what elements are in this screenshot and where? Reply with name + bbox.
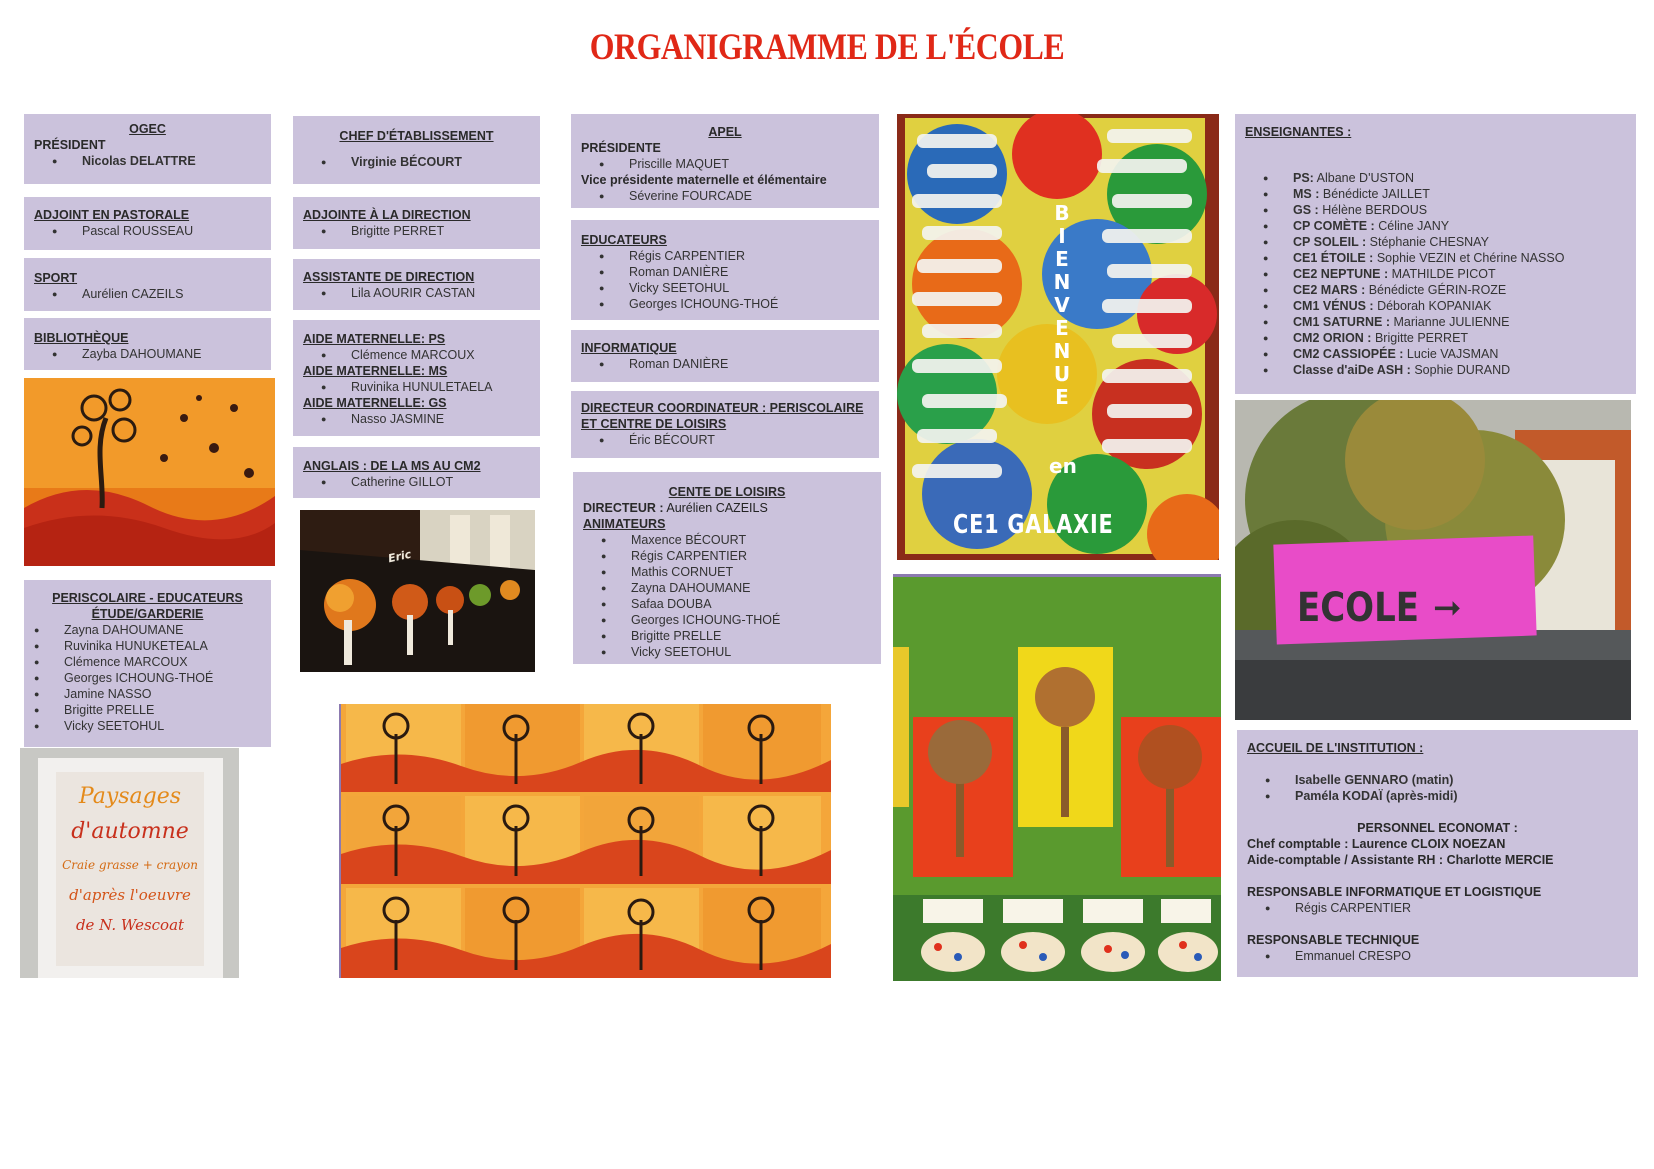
- resp-informatique-heading: RESPONSABLE INFORMATIQUE ET LOGISTIQUE: [1247, 885, 1542, 899]
- list-item: ● Clémence MARCOUX: [303, 347, 530, 363]
- list-item: ● Zayna DAHOUMANE: [583, 580, 871, 596]
- list-item: ● Séverine FOURCADE: [581, 188, 869, 204]
- adjointe-box: [293, 197, 540, 249]
- teacher-name: Stéphanie CHESNAY: [1369, 235, 1489, 249]
- list-item: ● Roman DANIÈRE: [581, 356, 869, 372]
- window-artwork-photo: [300, 510, 535, 672]
- class-name: Classe d'aiDe ASH :: [1293, 363, 1411, 377]
- educateurs-box: [571, 220, 879, 320]
- centre-directeur-name: Aurélien CAZEILS: [666, 501, 768, 515]
- directeur-coordinateur-heading: [581, 400, 869, 416]
- list-item: ● Mathis CORNUET: [583, 564, 871, 580]
- teacher-name: Déborah KOPANIAK: [1377, 299, 1492, 313]
- list-item: ● Ruvinika HUNULETAELA: [303, 379, 530, 395]
- bibliotheque-heading: BIBLIOTHÈQUE: [34, 331, 129, 345]
- periscolaire-heading: PERISCOLAIRE - EDUCATEURS: [52, 591, 243, 605]
- list-item: [1245, 330, 1626, 346]
- centre-directeur-label: DIRECTEUR :: [583, 501, 664, 515]
- teacher-name: MATHILDE PICOT: [1391, 267, 1496, 281]
- directeur-coordinateur-box: [571, 391, 879, 458]
- list-item: ● Aurélien CAZEILS: [34, 286, 261, 302]
- enseignantes-box: [1235, 114, 1636, 394]
- centre-animateurs-heading: ANIMATEURS: [583, 517, 666, 531]
- door-welcome-text: BIENVENUE: [1053, 201, 1071, 409]
- list-item: ● Isabelle GENNARO (matin): [1247, 772, 1628, 788]
- anglais-box: [293, 447, 540, 498]
- ogec-heading: OGEC: [129, 122, 166, 136]
- list-item: ● Nasso JASMINE: [303, 411, 530, 427]
- periscolaire-subheading: ÉTUDE/GARDERIE: [91, 607, 204, 621]
- list-item: ● Jamine NASSO: [16, 686, 261, 702]
- assistante-box: [293, 259, 540, 310]
- list-item: ● Virginie BÉCOURT: [303, 154, 530, 170]
- welcome-door-photo: [897, 114, 1219, 560]
- list-item: ● Georges ICHOUNG-THOÉ: [16, 670, 261, 686]
- periscolaire-box: [24, 580, 271, 747]
- sport-box: [24, 258, 271, 311]
- poster-artist: de N. Wescoat: [75, 916, 185, 934]
- ecole-sign-text: ECOLE: [1297, 585, 1419, 631]
- teacher-name: Brigitte PERRET: [1374, 331, 1469, 345]
- list-item: ● Éric BÉCOURT: [581, 432, 869, 448]
- autumn-trees-gallery-photo: [339, 704, 831, 978]
- class-name: CE2 MARS :: [1293, 283, 1366, 297]
- teacher-name: Lucie VAJSMAN: [1406, 347, 1499, 361]
- chef-box: [293, 116, 540, 184]
- accueil-heading: ACCUEIL DE L'INSTITUTION :: [1247, 741, 1424, 755]
- directeur-coordinateur-subheading: ET CENTRE DE LOISIRS: [581, 417, 727, 431]
- adjointe-heading: ADJOINTE À LA DIRECTION: [303, 208, 471, 222]
- list-item: [1245, 170, 1626, 186]
- ogec-role: PRÉSIDENT: [34, 138, 106, 152]
- list-item: ● Catherine GILLOT: [303, 474, 530, 490]
- informatique-box: [571, 330, 879, 382]
- class-name: CE1 ÉTOILE :: [1293, 251, 1374, 265]
- list-item: ● Pascal ROUSSEAU: [34, 223, 261, 239]
- poster-title: Paysages: [78, 784, 182, 809]
- list-item: [1245, 234, 1626, 250]
- class-name: GS :: [1293, 203, 1319, 217]
- list-item: [1245, 282, 1626, 298]
- economat-heading: PERSONNEL ECONOMAT :: [1357, 821, 1518, 835]
- page-title: ORGANIGRAMME DE L'ÉCOLE: [589, 27, 1065, 68]
- poster-technique: Craie grasse + crayon: [62, 858, 198, 872]
- list-item: [1245, 346, 1626, 362]
- list-item: [1245, 266, 1626, 282]
- sport-heading: SPORT: [34, 271, 78, 285]
- class-name: CE2 NEPTUNE :: [1293, 267, 1389, 281]
- list-item: ● Lila AOURIR CASTAN: [303, 285, 530, 301]
- arrow-right-icon: ➞: [1433, 589, 1462, 627]
- ogec-box: [24, 114, 271, 184]
- pastorale-box: [24, 197, 271, 250]
- list-item: ● Georges ICHOUNG-THOÉ: [581, 296, 869, 312]
- aide-gs-heading: AIDE MATERNELLE: GS: [303, 396, 447, 410]
- door-en-text: en: [1049, 454, 1077, 478]
- list-item: [1245, 202, 1626, 218]
- eric-label: Eric: [386, 547, 413, 566]
- anglais-heading: ANGLAIS : DE LA MS AU CM2: [303, 459, 481, 473]
- aide-maternelle-box: [293, 320, 540, 436]
- paysages-poster-photo: [20, 748, 239, 978]
- teacher-name: Marianne JULIENNE: [1393, 315, 1510, 329]
- aide-ms-heading: AIDE MATERNELLE: MS: [303, 364, 448, 378]
- list-item: [1245, 186, 1626, 202]
- teacher-name: Sophie DURAND: [1414, 363, 1511, 377]
- aide-ps-heading: AIDE MATERNELLE: PS: [303, 332, 446, 346]
- resp-technique-heading: RESPONSABLE TECHNIQUE: [1247, 933, 1420, 947]
- teacher-name: Sophie VEZIN et Chérine NASSO: [1376, 251, 1565, 265]
- centre-loisirs-heading: CENTE DE LOISIRS: [668, 485, 786, 499]
- list-item: ● Régis CARPENTIER: [581, 248, 869, 264]
- teacher-name: Albane D'USTON: [1316, 171, 1414, 185]
- paper-trees-wall-photo: [893, 574, 1221, 981]
- teacher-name: Bénédicte JAILLET: [1322, 187, 1430, 201]
- list-item: ● Régis CARPENTIER: [583, 548, 871, 564]
- list-item: ● Emmanuel CRESPO: [1247, 948, 1628, 964]
- list-item: ● Vicky SEETOHUL: [581, 280, 869, 296]
- list-item: ● Safaa DOUBA: [583, 596, 871, 612]
- class-name: PS:: [1293, 171, 1314, 185]
- economat-line-2: Aide-comptable / Assistante RH : Charlotte MERCIE: [1247, 853, 1554, 867]
- list-item: ● Brigitte PERRET: [303, 223, 530, 239]
- class-name: CM2 CASSIOPÉE :: [1293, 347, 1404, 361]
- apel-box: [571, 114, 879, 208]
- list-item: ● Zayba DAHOUMANE: [34, 346, 261, 362]
- directeur-coordinateur-title: DIRECTEUR COORDINATEUR :: [581, 401, 767, 415]
- list-item: ● Maxence BÉCOURT: [583, 532, 871, 548]
- apel-role: PRÉSIDENTE: [581, 141, 661, 155]
- list-item: ● Nicolas DELATTRE: [34, 153, 261, 169]
- autumn-drawing-photo: [24, 378, 275, 566]
- pastorale-heading: ADJOINT EN PASTORALE: [34, 208, 190, 222]
- class-name: CM1 VÉNUS :: [1293, 299, 1374, 313]
- list-item: ● Brigitte PRELLE: [16, 702, 261, 718]
- chef-heading: CHEF D'ÉTABLISSEMENT: [339, 129, 494, 143]
- list-item: ● Paméla KODAÏ (après-midi): [1247, 788, 1628, 804]
- bibliotheque-box: [24, 318, 271, 370]
- accueil-box: [1237, 730, 1638, 977]
- list-item: ● Régis CARPENTIER: [1247, 900, 1628, 916]
- list-item: [1245, 250, 1626, 266]
- school-sign-photo: [1235, 400, 1631, 720]
- assistante-heading: ASSISTANTE DE DIRECTION: [303, 270, 475, 284]
- centre-directeur-line: [583, 500, 871, 516]
- poster-subtitle: d'automne: [71, 819, 189, 844]
- enseignantes-heading: ENSEIGNANTES :: [1245, 125, 1352, 139]
- educateurs-heading: EDUCATEURS: [581, 233, 667, 247]
- list-item: ● Brigitte PRELLE: [583, 628, 871, 644]
- list-item: ● Vicky SEETOHUL: [16, 718, 261, 734]
- list-item: ● Vicky SEETOHUL: [583, 644, 871, 660]
- informatique-heading: INFORMATIQUE: [581, 341, 677, 355]
- door-class-text: CE1 GALAXIE: [953, 510, 1114, 540]
- apel-heading: APEL: [708, 125, 742, 139]
- teacher-name: Hélène BERDOUS: [1322, 203, 1428, 217]
- list-item: [1245, 218, 1626, 234]
- list-item: ● Ruvinika HUNUKETEALA: [16, 638, 261, 654]
- poster-after: d'après l'oeuvre: [69, 886, 191, 904]
- list-item: ● Priscille MAQUET: [581, 156, 869, 172]
- list-item: [1245, 362, 1626, 378]
- apel-role-vice: Vice présidente maternelle et élémentaire: [581, 173, 827, 187]
- list-item: [1245, 298, 1626, 314]
- list-item: ● Clémence MARCOUX: [16, 654, 261, 670]
- teacher-name: Bénédicte GÉRIN-ROZE: [1368, 283, 1507, 297]
- list-item: ● Zayna DAHOUMANE: [16, 622, 261, 638]
- centre-loisirs-box: [573, 472, 881, 664]
- class-name: CP SOLEIL :: [1293, 235, 1367, 249]
- directeur-coordinateur-periscolaire: PERISCOLAIRE: [769, 401, 864, 415]
- list-item: ● Georges ICHOUNG-THOÉ: [583, 612, 871, 628]
- list-item: [1245, 314, 1626, 330]
- class-name: CM1 SATURNE :: [1293, 315, 1390, 329]
- class-name: CM2 ORION :: [1293, 331, 1372, 345]
- class-name: MS :: [1293, 187, 1320, 201]
- economat-line-1: Chef comptable : Laurence CLOIX NOEZAN: [1247, 837, 1506, 851]
- class-name: CP COMÈTE :: [1293, 219, 1375, 233]
- teacher-name: Céline JANY: [1378, 219, 1450, 233]
- list-item: ● Roman DANIÈRE: [581, 264, 869, 280]
